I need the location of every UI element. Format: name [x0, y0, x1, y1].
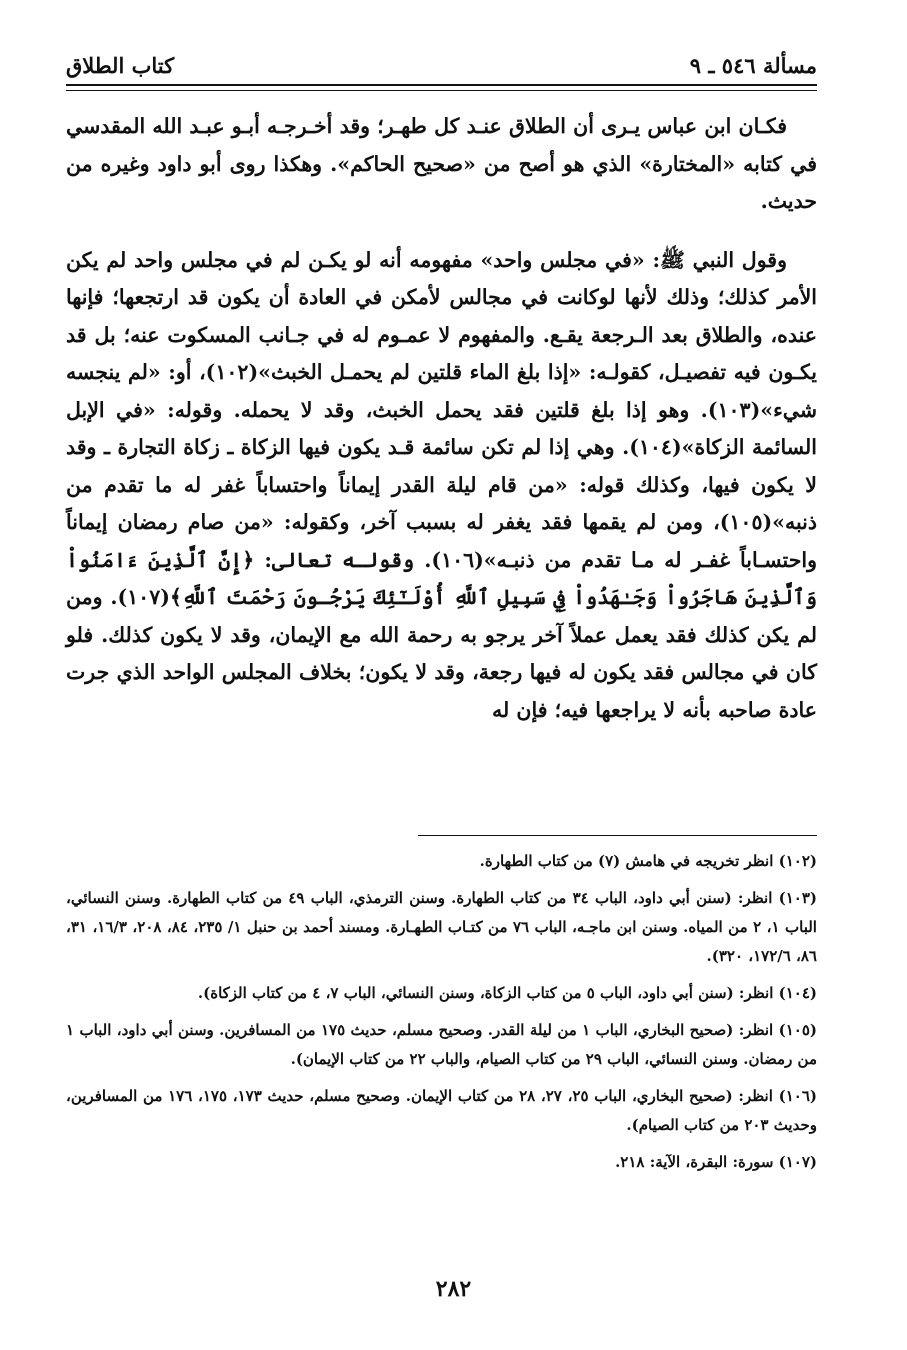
footnote: (١٠٤) انظر: (سنن أبي داود، الباب ٥ من كتاب الزكاة، وسنن النسائي، الباب ٧، ٤ من كتاب الزكاة).: [197, 984, 817, 1002]
header-rule-thick: [66, 84, 817, 86]
header-rule-thin: [66, 90, 817, 91]
section-title: مسألة ٥٤٦ ـ ٩: [689, 53, 817, 78]
footnote: (١٠٣) انظر: (سنن أبي داود، الباب ٣٤ من كتاب الطهارة. وسنن الترمذي، الباب ٤٩ من كتاب الطهارة. وسنن النسائي، الباب ١، ٢ من المياه. وسنن ابن ماجـه، الباب ٧٦ من كتـاب الطهـارة. ومسند أحمد بن حنبل ١/ ٢٣٥، ٨٤، ٢٠٨، ١٦/٣، ٣١، ٨٦، ١٧٢/٦، ٣٢٠).: [66, 889, 818, 965]
paragraph: وقول النبي ﷺ: «في مجلس واحد» مفهومه أنه لو يكـن لم في مجلس واحد لم يكن الأمر كذلك؛ وذلك لأنها لوكانت في مجالس لأمكن في العادة أن يكون قد ارتجعها؛ فإنها عنده، والطلاق بعد الـرجعة يقـع. والمفهوم لا عمـوم له في جـانب المسكوت عنه؛ بل قد يكـون فيه تفصيـل، كقولـه: «إذا بلغ الماء قلتين لم يحمـل الخبث»(١٠٢)، أو: «لم ينجسه شيء»(١٠٣). وهو إذا بلغ قلتين فقد يحمل الخبث، وقد لا يحمله. وقوله: «في الإبل السائمة الزكاة»(١٠٤). وهي إذا لم تكن سائمة قـد يكون فيها الزكاة ـ زكاة التجارة ـ وقد لا يكون فيها، وكذلك قوله: «من قام ليلة القدر إيماناً واحتساباً غفر له ما تقدم من ذنبه»(١٠٥)، ومن لم يقمها فقد يغفر له بسبب آخر، وكقوله: «من صام رمضان إيماناً واحتسـاباً غفـر له مـا تقدم من ذنبـه»(١٠٦). وقولـه تعالى: ﴿إِنَّ ٱلَّذِينَ ءَامَنُواْ وَٱلَّذِينَ هَاجَرُواْ وَجَـٰهَدُواْ فِي سَبِيلِ ٱللَّهِ أُوْلَـٰٓئِكَ يَرْجُـونَ رَحْمَتَ ٱللَّهِ﴾(١٠٧). ومن لم يكن كذلك فقد يعمل عملاً آخر يرجو به رحمة الله مع الإيمان، وقد لا يكون كذلك. فلو كان في مجالس فقد يكون له فيها رجعة، وقد لا يكون؛ بخلاف المجلس الواحد الذي جرت عادة صاحبه بأنه لا يراجعها فيه؛ فإن له: [66, 247, 817, 722]
footnote-separator: [418, 835, 817, 836]
page-number: ٢٨٢: [435, 1276, 472, 1302]
footnote: (١٠٦) انظر: (صحيح البخاري، الباب ٢٥، ٢٧، ٢٨ من كتاب الإيمان. وصحيح مسلم، حديث ١٧٣، ١٧٥، ١٧٦ من المسافرين، وحديث ٢٠٣ من كتاب الصيام).: [66, 1087, 817, 1134]
paragraph: فكـان ابن عباس يـرى أن الطلاق عنـد كل طهـر؛ وقد أخـرجـه أبـو عبـد الله المقدسي في كتابه «المختارة» الذي هو أصح من «صحيح الحاكم». وهكذا روى أبو داود وغيره من حديث.: [66, 114, 817, 213]
footnote: (١٠٧) سورة: البقرة، الآية: ٢١٨.: [615, 1153, 817, 1171]
footnote: (١٠٢) انظر تخريجه في هامش (٧) من كتاب الطهارة.: [479, 852, 817, 870]
main-text: [66, 108, 817, 750]
book-title: كتاب الطلاق: [66, 53, 175, 78]
footnotes: [66, 847, 817, 1185]
running-header: [66, 42, 817, 78]
footnote: (١٠٥) انظر: (صحيح البخاري، الباب ١ من ليلة القدر. وصحيح مسلم، حديث ١٧٥ من المسافرين. وسنن أبي داود، الباب ١ من رمضان. وسنن النسائي، الباب ٢٩ من كتاب الصيام، والباب ٢٢ من كتاب الإيمان).: [66, 1021, 817, 1068]
